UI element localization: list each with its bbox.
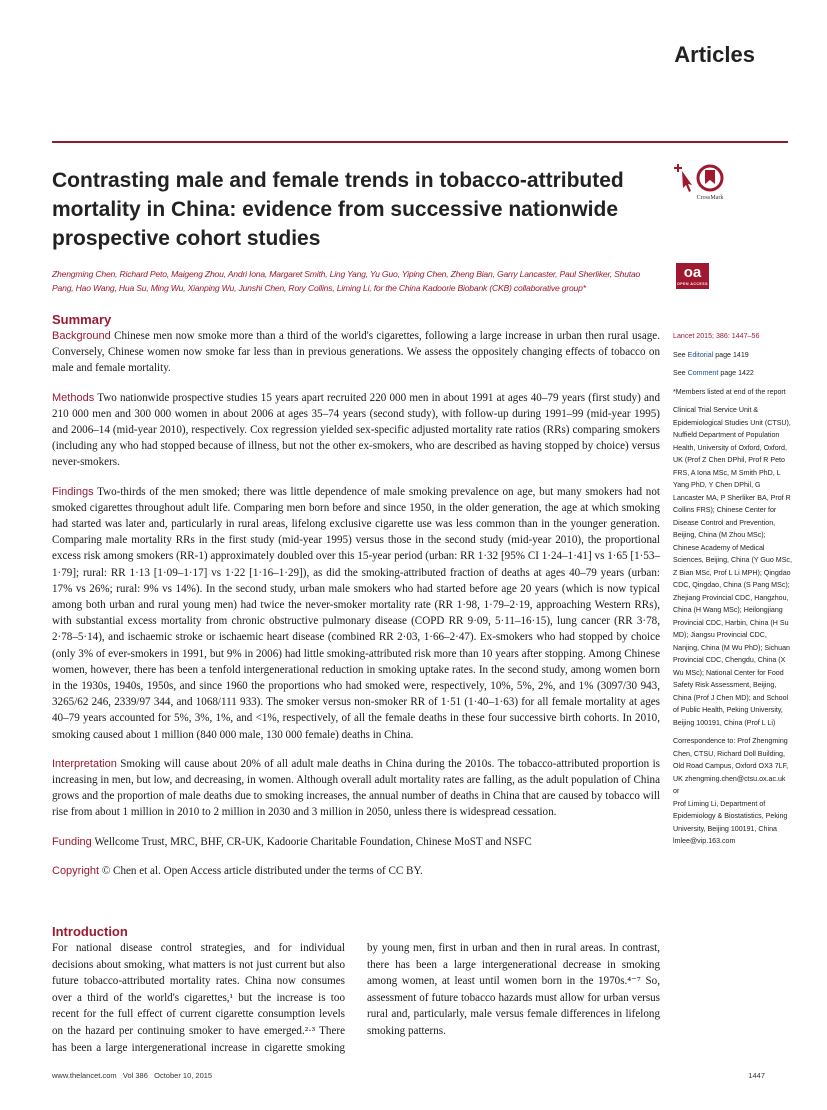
findings-label: Findings — [52, 485, 94, 498]
summary-background — [52, 328, 660, 377]
summary-methods — [52, 390, 660, 471]
comment-suffix: page 1422 — [718, 369, 754, 377]
author-list: Zhengming Chen, Richard Peto, Maigeng Zhou, Andri Iona, Margaret Smith, Ling Yang, Yu Guo, Yiping Chen, Zheng Bian, Garry Lancaster, Paul Sherliker, Shutao Pang, Hao Wang, Hua Su, Ming Wu, Xianping Wu, Junshi Chen, Rory Collins, Liming Li, for the China Kadoorie Biobank (CKB) collaborative group* — [52, 269, 641, 293]
interpretation-label: Interpretation — [52, 757, 117, 770]
crossmark-label: CrossMark — [696, 195, 724, 201]
introduction-section — [52, 924, 660, 1110]
correspondence-or: or — [673, 787, 680, 795]
oa-sub: OPEN ACCESS — [677, 282, 708, 286]
members-note: *Members listed at end of the report — [673, 387, 786, 396]
copyright-label: Copyright — [52, 864, 100, 877]
crossmark-icon[interactable] — [672, 162, 728, 202]
funding-text: Wellcome Trust, MRC, BHF, CR-UK, Kadoorie Charitable Foundation, Chinese MoST and NSFC — [94, 835, 532, 848]
summary-interpretation — [52, 756, 660, 821]
comment-ref — [673, 367, 793, 380]
findings-text: Two-thirds of the men smoked; there was little dependence of male smoking prevalence on age, but many smokers had not smoked cigarettes throughout adult life. Comparing men born before and since 1950, in the older generation, the age at which smoking had started was later and, particularly in rural areas, lifelong exclusive cigarette use was less common than in the younger generation. Comparing male mortality RRs in the first study (mid-year 1995) versus those in the second study (mid-year 2010), the proportional excess risk among smokers (RR-1) approximately doubled over this 15-year period (urban: RR 1·32 [95% CI 1·24–1·41] vs 1·65 [1·53–1·79]; rural: RR 1·13 [1·09–1·17] vs 1·22 [1·16–1·29]), as did the smoking-attributed fraction of deaths at ages 40–79 years (urban: 17% vs 26%; rural: 9% vs 14%). In the second study, urban male smokers who had started before age 20 years (which is now typical among both urban and rural young men) had twice the never-smoker mortality rate (RR 1·98, 1·79–2·19, approaching Western RRs), with substantial excess mortality from chronic obstructive pulmonary disease (COPD RR 9·09, 5·11–16·15), lung cancer (RR 3·78, 2·78–5·14), and ischaemic stroke or ischaemic heart disease (combined RR 2·03, 1·66–2·47). Ex-smokers who had stopped by choice (only 3% of ever-smokers in 1991, but 9% in 2006) had little smoking-attributed risk more than 10 years after stopping. Among Chinese women, however, there has been a tenfold intergenerational reduction in smoking uptake rates. In the second study, among women born in the 1930s, 1940s, 1950s, and since 1960 the proportions who had smoked were, respectively, 10%, 5%, 2%, and 1% (3097/30 943, 3265/62 246, 2339/97 344, and 1068/111 933). The smoker versus non-smoker RR of 1·51 (1·40–1·63) for all female mortality at ages 40–79 years accounted for 5%, 3%, 1%, and <1%, respectively, of all the female deaths in these four successive birth cohorts. In 2010, smoking caused about 1 million (840 000 male, 130 000 female) deaths in China. — [52, 485, 660, 741]
comment-link[interactable]: Comment — [687, 369, 719, 377]
summary-findings — [52, 484, 660, 743]
header-rule — [52, 141, 788, 143]
introduction-heading: Introduction — [52, 924, 128, 939]
article-title: Contrasting male and female trends in tobacco-attributed mortality in China: evidence from successive nationwide prospective cohort studies — [52, 169, 624, 250]
background-text: Chinese men now smoke more than a third of the world's cigarettes, following a large increase in urban then rural usage. Conversely, Chinese women now smoke far less than in previous generations. We assess the oppositely changing effects of tobacco on male and female mortality. — [52, 330, 661, 375]
page-number: 1447 — [748, 1071, 765, 1080]
correspondence-2: Prof Liming Li, Department of Epidemiology & Biostatistics, Peking University, Beijing 100191, China lmlee@vip.163.com — [673, 799, 788, 845]
correspondence: Correspondence to: Prof Zhengming Chen, CTSU, Richard Doll Building, Old Road Campus, Oxford OX3 7LF, UK zhengming.chen@ctsu.ox.ac.uk — [673, 737, 789, 783]
summary-section — [52, 312, 660, 892]
methods-text: Two nationwide prospective studies 15 years apart recruited 220 000 men in about 1991 at ages 40–79 years (first study) and 210 000 men and 300 000 women in about 2006 at ages 35–74 years (second study), with follow-up during 1991–99 (mid-year 1995) and 2006–14 (mid-year 2010), respectively. Cox regression yielded sex-specific adjusted mortality rate ratios (RRs) comparing smokers (including any who had stopped because of illness, but not the other ex-smokers, who are described as having stopped by choice) versus never-smokers. — [52, 391, 660, 469]
oa-label: oa — [683, 264, 702, 281]
funding-label: Funding — [52, 835, 92, 848]
summary-copyright — [52, 863, 660, 879]
summary-funding — [52, 834, 660, 850]
editorial-prefix: See — [673, 350, 688, 359]
interpretation-text: Smoking will cause about 20% of all adult male deaths in China during the 2010s. The tobacco-attributed proportion is increasing in men, but low, and decreasing, in women. Although overall adult mortality rates are falling, as the adult population of China grows and the proportion of male deaths due to smoking increases, the annual number of deaths in China that are caused by tobacco will rise from about 1 million in 2010 to 2 million in 2030 and 3 million in 2050, unless there is widespread cessation. — [52, 757, 660, 819]
introduction-text: For national disease control strategies, and for individual decisions about smoking, what matters is not just current but also future tobacco-attributed mortality rates. China now consumes over a third of the world's cigarettes,¹ but the increase is too recent for the full effect of current cigarette consumption levels on the hazard per continuing smoker to have emerged.²·³ There has been a large intergenerational increase in cigarette smoking by young men, first in urban and then in rural areas. In contrast, there has been a large intergenerational decrease in smoking among women, at least until women born in the 1970s.⁴⁻⁷ So, assessment of future tobacco hazards must allow for urban versus rural and, particularly, male versus female differences in lifelong smoking patterns. — [52, 942, 660, 1054]
sidebar — [673, 330, 793, 854]
summary-heading: Summary — [52, 312, 112, 327]
comment-prefix: See — [673, 369, 688, 377]
methods-label: Methods — [52, 391, 95, 404]
editorial-ref — [673, 349, 793, 362]
affiliations: Clinical Trial Service Unit & Epidemiological Studies Unit (CTSU), Nuffield Department of Population Health, University of Oxford, Oxford, UK (Prof Z Chen DPhil, Prof R Peto FRS, A Iona MSc, M Smith PhD, L Yang PhD, Y Chen DPhil, G Lancaster MA, P Sherliker BA, Prof R Collins FRS); Chinese Center for Disease Control and Prevention, Beijing, China (M Zhou MSc); Chinese Academy of Medical Sciences, Beijing, China (Y Guo MSc, Z Bian MSc, Prof L Li MPH); Qingdao CDC, Qingdao, China (S Pang MSc); Zhejiang Provincial CDC, Hangzhou, China (H Wang MSc); Heilongjiang Provincial CDC, Harbin, China (H Su MD); Jiangsu Provincial CDC, Nanjing, China (M Wu PhD); Sichuan Provincial CDC, Chengdu, China (X Wu MSc); National Center for Food Safety Risk Assessment, Beijing, China (Prof J Chen MD); and School of Public Health, Peking University, Beijing 100191, China (Prof L Li) — [673, 406, 792, 727]
copyright-text: © Chen et al. Open Access article distributed under the terms of CC BY. — [101, 864, 423, 877]
section-label: Articles — [674, 42, 755, 67]
editorial-link[interactable]: Editorial — [687, 350, 714, 359]
background-label: Background — [52, 330, 111, 342]
footer-journal-info: www.thelancet.com Vol 386 October 10, 2015 — [52, 1071, 213, 1080]
editorial-suffix: page 1419 — [713, 350, 749, 359]
open-access-badge — [676, 263, 709, 289]
citation: Lancet 2015; 386: 1447–56 — [673, 332, 760, 340]
